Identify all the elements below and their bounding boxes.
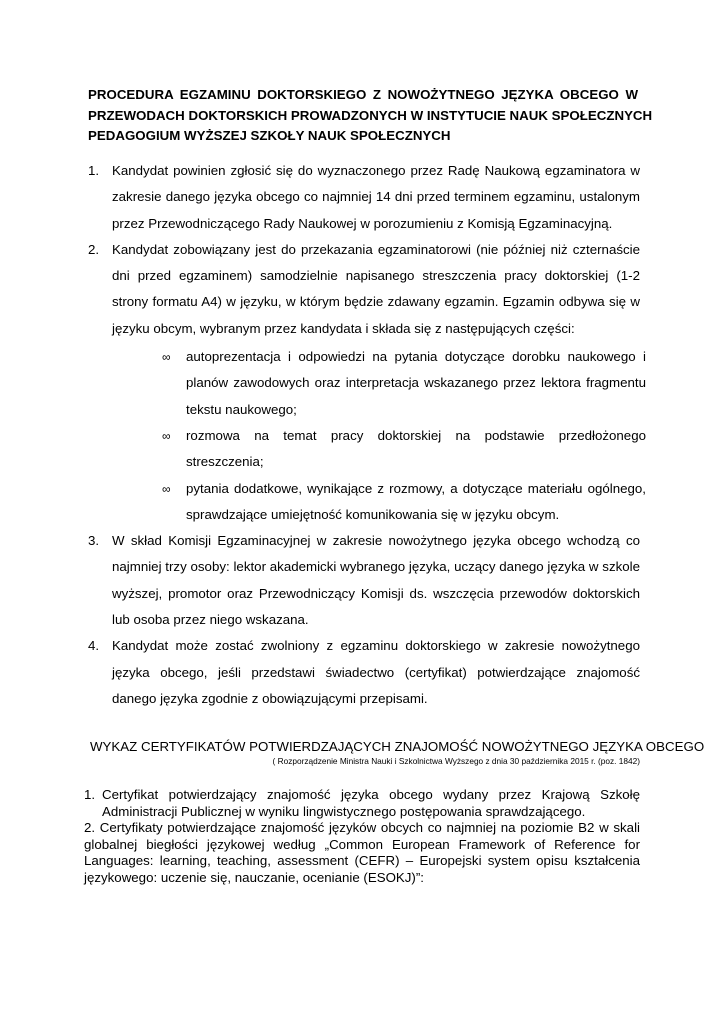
exam-part-item bbox=[112, 423, 646, 476]
item-text: Kandydat zobowiązany jest do przekazania egzaminatorowi (nie później niż czternaście dni przed egzaminem) samodzielnie napisanego streszczenia pracy doktorskiej (1-2 strony formatu A4) w języku, w którym będzie zdawany egzamin. Egzamin odbywa się w języku obcym, wybranym przez kandydata i składa się z następujących części: bbox=[112, 241, 640, 336]
exam-part-text: rozmowa na temat pracy doktorskiej na podstawie przedłożonego streszczenia; bbox=[186, 427, 646, 470]
regulation-note: ( Rozporządzenie Ministra Nauki i Szkolnictwa Wyższego z dnia 30 października 2015 r. (poz. 1842) bbox=[272, 756, 640, 766]
exam-part-item bbox=[112, 476, 646, 529]
item-number: 3. bbox=[88, 533, 100, 549]
item-text: W skład Komisji Egzaminacyjnej w zakresie nowożytnego języka obcego wchodzą co najmniej trzy osoby: lektor akademicki wybranego języka, uczący danego języka w szkole wyższej, promotor oraz Przewodniczący Komisji ds. wszczęcia przewodów doktorskich lub osoba przez niego wskazana. bbox=[112, 533, 640, 628]
infinity-bullet-icon: ∞ bbox=[162, 481, 171, 496]
exam-part-item bbox=[112, 344, 646, 423]
item-number: 2. bbox=[88, 241, 100, 257]
item-number: 2. bbox=[84, 820, 96, 835]
title-line-2: PRZEWODACH DOKTORSKICH PROWADZONYCH W INSTYTUCIE NAUK SPOŁECZNYCH bbox=[88, 107, 653, 123]
infinity-bullet-icon: ∞ bbox=[162, 350, 171, 365]
infinity-bullet-icon: ∞ bbox=[162, 428, 171, 443]
title-line-3: PEDAGOGIUM WYŻSZEJ SZKOŁY NAUK SPOŁECZNYCH bbox=[88, 128, 451, 143]
item-text: Kandydat powinien zgłosić się do wyznaczonego przez Radę Naukową egzaminatora w zakresie danego języka obcego co najmniej 14 dni przed terminem egzaminu, ustalonym przez Przewodniczącego Rady Naukowej w porozumieniu z Komisją Egzaminacyjną. bbox=[112, 163, 640, 231]
title-line-1: PROCEDURA EGZAMINU DOKTORSKIEGO Z NOWOŻYTNEGO JĘZYKA OBCEGO W bbox=[88, 87, 638, 102]
exam-part-text: pytania dodatkowe, wynikające z rozmowy, a dotyczące materiału ogólnego, sprawdzające umiejętność komunikowania się w języku obcym. bbox=[186, 480, 646, 522]
item-number: 4. bbox=[88, 638, 100, 654]
document-title bbox=[88, 85, 653, 147]
procedure-list bbox=[88, 158, 646, 712]
procedure-item bbox=[88, 158, 640, 237]
procedure-item bbox=[88, 237, 646, 528]
item-text: Kandydat może zostać zwolniony z egzaminu doktorskiego w zakresie nowożytnego języka obcego, jeśli przedstawi świadectwo (certyfikat) potwierdzające znajomość danego języka zgodnie z obowiązującymi przepisami. bbox=[112, 638, 640, 706]
certificate-item bbox=[84, 820, 640, 886]
procedure-item bbox=[88, 528, 640, 633]
procedure-item bbox=[88, 633, 640, 712]
item-number: 1. bbox=[88, 163, 100, 178]
exam-part-text: autoprezentacja i odpowiedzi na pytania dotyczące dorobku naukowego i planów zawodowych oraz interpretacja wskazanego przez lektora fragmentu tekstu naukowego; bbox=[186, 349, 646, 417]
certificates-heading: WYKAZ CERTYFIKATÓW POTWIERDZAJĄCYCH ZNAJOMOŚĆ NOWOŻYTNEGO JĘZYKA OBCEGO bbox=[90, 739, 705, 754]
item-number: 1. bbox=[84, 787, 96, 802]
item-text: Certyfikaty potwierdzające znajomość języków obcych co najmniej na poziomie B2 w skali globalnej biegłości językowej według „Common European Framework of Reference for Languages: learning, teaching, assessment (CEFR) – Europejski system opisu kształcenia językowego: uczenie się, nauczanie, ocenianie (ESOKJ)”: bbox=[84, 820, 640, 885]
certificates-list bbox=[84, 787, 640, 886]
item-text: Certyfikat potwierdzający znajomość języka obcego wydany przez Krajową Szkołę Administracji Publicznej w wyniku lingwistycznego postępowania sprawdzającego. bbox=[102, 787, 640, 819]
certificate-item bbox=[84, 787, 640, 820]
exam-parts-list bbox=[112, 344, 646, 528]
